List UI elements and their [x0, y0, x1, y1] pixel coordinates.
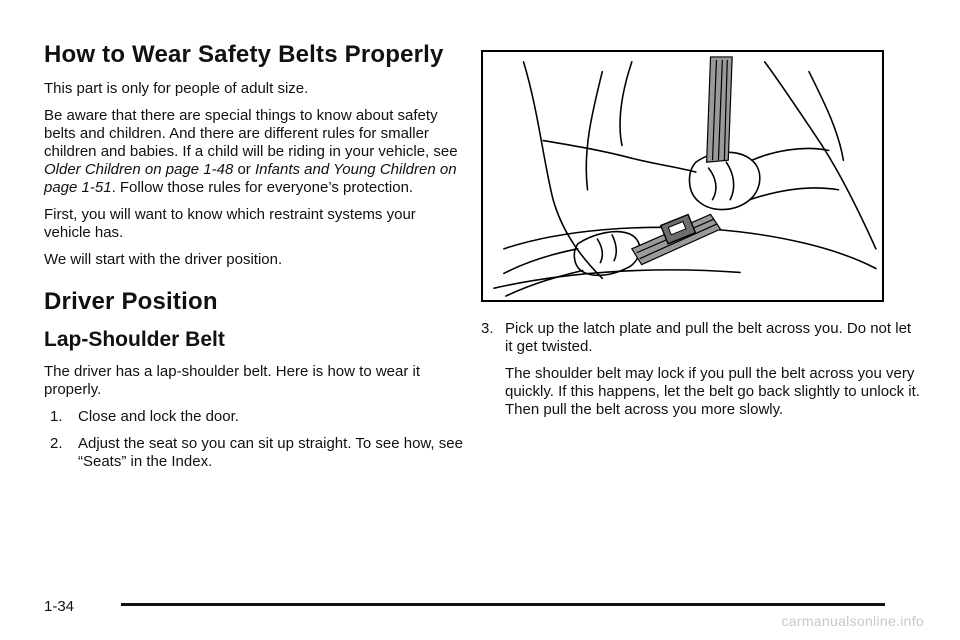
seat-belt-illustration	[481, 50, 884, 302]
step-1-number: 1.	[50, 408, 63, 425]
step-3-number: 3.	[481, 320, 494, 337]
step-3-text: Pick up the latch plate and pull the belt across you. Do not let it get twisted.	[505, 320, 912, 355]
right-column	[481, 50, 921, 428]
intro-paragraph-2	[44, 107, 464, 197]
step-2	[44, 435, 464, 471]
left-column	[44, 40, 464, 480]
step-2-number: 2.	[50, 435, 63, 452]
intro-paragraph-4: We will start with the driver position.	[44, 251, 283, 268]
intro-paragraph-3: First, you will want to know which restraint systems your vehicle has.	[44, 206, 416, 241]
footer-rule	[121, 603, 885, 606]
older-children-link[interactable]: Older Children on page 1-48	[44, 161, 234, 178]
subsection-intro: The driver has a lap-shoulder belt. Here is how to wear it properly.	[44, 363, 421, 398]
intro-text-b: or	[233, 161, 255, 178]
page-number: 1-34	[44, 598, 75, 615]
seat-belt-drawing	[483, 52, 882, 300]
watermark: carmanualsonline.info	[781, 613, 924, 629]
step-2-text: Adjust the seat so you can sit up straight. To see how, see “Seats” in the Index.	[78, 435, 463, 470]
infants-young-children-link[interactable]: Infants and Young Children on page 1-51	[44, 161, 457, 196]
right-steps	[481, 320, 921, 419]
step-3-note: The shoulder belt may lock if you pull the belt across you very quickly. If this happens, let the belt go back slightly to unlock it. Then pull the belt across you more slowly.	[505, 365, 920, 418]
page-title: How to Wear Safety Belts Properly	[44, 41, 444, 68]
intro-text-a: Be aware that there are special things to know about safety belts and children. And there are different rules for smaller children and babies. If a child will be riding in your vehicle, see	[44, 107, 458, 160]
step-1-text: Close and lock the door.	[78, 408, 239, 425]
step-1	[44, 408, 464, 426]
section-title: Driver Position	[44, 288, 218, 315]
subsection-title: Lap-Shoulder Belt	[44, 328, 225, 351]
intro-paragraph-1: This part is only for people of adult size.	[44, 80, 309, 97]
step-3	[481, 320, 921, 356]
intro-text-c: . Follow those rules for everyone’s protection.	[111, 179, 414, 196]
